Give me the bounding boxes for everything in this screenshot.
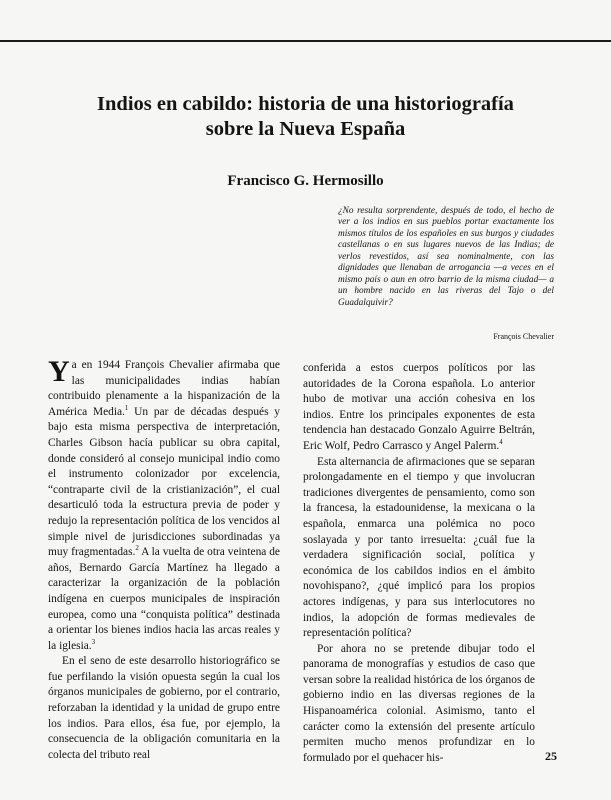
footnote-ref-3: 3 <box>91 637 96 646</box>
article-title <box>0 92 611 142</box>
epigraph-attribution: François Chevalier <box>493 332 554 341</box>
footnote-ref-1: 1 <box>124 403 129 412</box>
paragraph-1 <box>48 355 280 654</box>
top-rule <box>0 40 611 42</box>
footnote-ref-2: 2 <box>135 544 139 553</box>
paragraph-3-text: conferida a estos cuerpos políticos por las autoridades de la Corona española. Lo anterior hubo de motivar una acción cohesiva en los indios. Entre los principales exponentes de esta tendencia han destacado Gonzalo Aguirre Beltrán, Eric Wolf, Pedro Carrasco y Angel Palerm. <box>303 362 535 452</box>
epigraph-quote: ¿No resulta sorprendente, después de todo, el hecho de ver a los indios en sus pueblos portar exactamente los mismos títulos de los españoles en sus burgos y ciudades castellanas o en sus lugares nuevos de las Indias; de verlos revestidos, así sea nominalmente, con las dignidades que llenaban de arrogancia —a veces en el mismo país o aun en otro barrio de la misma ciudad— a un hombre nacido en las riveras del Tajo o del Guadalquivir? <box>338 206 554 308</box>
paragraph-3 <box>303 361 535 455</box>
page-number: 25 <box>545 749 557 763</box>
paragraph-4: Esta alternancia de afirmaciones que se separan prolongadamente en el tiempo y que involucran tradiciones divergentes de pensamiento, como son la francesa, la estadounidense, la mexicana o la española, enmarca una polémica no poco soslayada y por tanto irresuelta: ¿cuál fue la verdadera significación social, política y económica de los cabildos indios en el ámbito novohispano?, ¿qué implicó para los propios actores indígenas, y para sus interlocutores no indios, la adopción de formas medievales de representación política? <box>303 455 535 640</box>
footnote-ref-4: 4 <box>499 438 503 447</box>
paragraph-1-part-b: Un par de décadas después y bajo esta misma perspectiva de interpretación, Charles Gibson hacía publicar su obra capital, donde consideró al consejo municipal indio como el instrumento colonizador por excelencia, “contraparte civil de la cristianización”, el cual desarticuló toda la estructura previa de poder y redujo la representación política de los vencidos al simple nivel de jurisdicciones subordinadas ya muy fragmentadas. <box>48 405 280 559</box>
author-name: Francisco G. Hermosillo <box>227 173 384 189</box>
paragraph-1-part-c: A la vuelta de otra veintena de años, Bernardo García Martínez ha llegado a caracterizar la organización de la población indígena en cuerpos municipales de inspiración europea, como una “conquista política” destinada a orientar los bienes indios hacia las arcas reales y la iglesia. <box>48 546 280 652</box>
paragraph-2: En el seno de este desarrollo historiográfico se fue perfilando la visión opuesta según la cual los órganos municipales de gobierno, por el contrario, reforzaban la identidad y la unidad de grupo entre los indios. Para ellos, ésa fue, por ejemplo, la consecuencia de la obligación comunitaria en la colecta del tributo real <box>48 655 280 761</box>
paragraph-1-part-a: a en 1944 François Chevalier afirmaba que las municipalidades indias habían contribuido plenamente a la hispanización de la América Media. <box>48 359 280 418</box>
title-line-1: Indios en cabildo: historia de una historiografía <box>97 93 514 115</box>
paragraph-5: Por ahora no se pretende dibujar todo el panorama de monografías y estudios de caso que versan sobre la realidad histórica de los órganos de gobierno indio en las diversas regiones de la Hispanoamérica colonial. Asimismo, tanto el carácter como la extensión del presente artículo permiten mucho menos profundizar en lo formulado por el quehacer his- <box>303 642 535 764</box>
left-column <box>48 355 280 763</box>
right-column <box>303 361 535 766</box>
title-line-2: sobre la Nueva España <box>205 118 406 140</box>
drop-cap: Y <box>48 355 70 388</box>
